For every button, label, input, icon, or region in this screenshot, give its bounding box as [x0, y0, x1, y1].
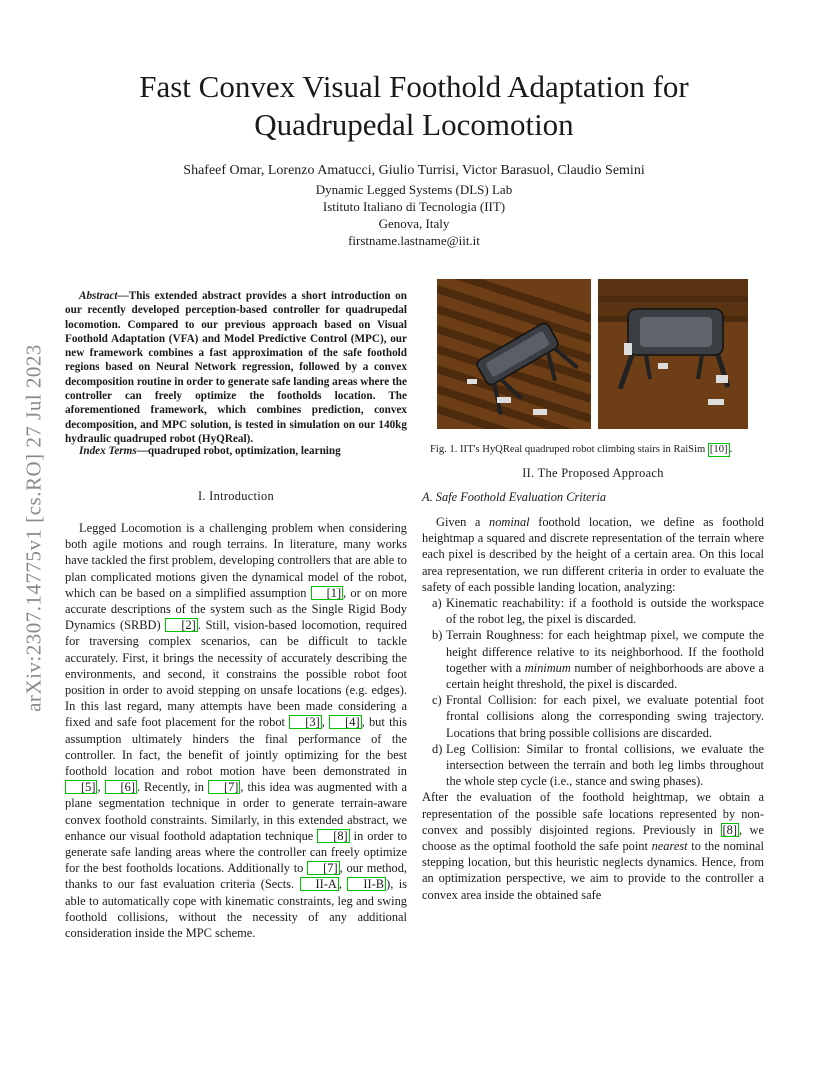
citation-link[interactable]: [4]: [329, 715, 361, 729]
figure-1-right-image: [598, 279, 748, 434]
affiliation-email: firstname.lastname@iit.it: [348, 233, 480, 248]
index-terms-text: —quadruped robot, optimization, learning: [136, 445, 341, 457]
section-link[interactable]: II-A: [300, 877, 339, 891]
subsection-heading-a: A. Safe Foothold Evaluation Criteria: [422, 490, 607, 504]
figure-1-caption: Fig. 1. IIT's HyQReal quadruped robot climbing stairs in RaiSim [10] .: [430, 444, 733, 455]
section-heading-proposed-approach: II. The Proposed Approach: [522, 466, 664, 480]
list-item: b) Terrain Roughness: for each heightmap pixel, we compute the height difference relative to its neighborhood. If the foothold together with a minimum number of neighborhoods are above a certain height threshold, the pixel is discarded.: [432, 628, 764, 692]
citation-link[interactable]: [8]: [317, 829, 349, 843]
section-heading-introduction: I. Introduction: [197, 489, 275, 503]
citation-link[interactable]: [3]: [289, 715, 321, 729]
affiliation-institute: Istituto Italiano di Tecnologia (IIT): [322, 199, 506, 214]
citation-link[interactable]: [6]: [105, 780, 137, 794]
citation-link[interactable]: [1]: [311, 586, 343, 600]
figure-1-left-image: [437, 279, 591, 434]
arxiv-sidebar: [14, 293, 54, 763]
approach-paragraph: Given a nominal foothold location, we define as foothold heightmap a squared and discrete representation of the terrain where each pixel is described by the height of a certain area. On this local area representation, we run different criteria in order to evaluate the safety of each possible landing location, analyzing: a) Kinematic reachability: if a foothold is outside the workspace of the robot leg, the pixel is discarded. b) Terrain Roughness: for each heightmap pixel, we compute the height difference relative to its neighborhood. If the foothold together with a minimum number of neighborhoods are above a certain height threshold, the pixel is discarded. c) Frontal Collision: for each pixel, we evaluate potential foot frontal collisions along the corresponding swing trajectory. Locations that bring possible collisions are discarded. d) Leg Collision: Similar to frontal collisions, we evaluate the intersection between the terrain and both leg limbs throughout the whole step cycle (i.e., stance and swing phases). After the evaluation of the foothold heightmap, we obtain a representation of the possible safe locations represented by non-convex and possibly disjointed regions. Previously in [8] , we choose as the optimal foothold the safe point nearest to the nominal stepping location, but this heuristic neglects dynamics. Hence, from an optimization perspective, we aim to provide to the controller a convex area inside the obtained safe: [422, 515, 765, 902]
list-item: c) Frontal Collision: for each pixel, we evaluate potential foot frontal collisions along the corresponding swing trajectory. Locations that bring possible collisions are discarded.: [432, 693, 764, 740]
list-item: d) Leg Collision: Similar to frontal collisions, we evaluate the intersection between the terrain and both leg limbs throughout the whole step cycle (i.e., stance and swing phases).: [432, 741, 764, 789]
citation-link[interactable]: [7]: [307, 861, 339, 875]
citation-link[interactable]: [8]: [722, 822, 737, 837]
title-line-2: Quadrupedal Locomotion: [254, 107, 574, 142]
affiliation-lab: Dynamic Legged Systems (DLS) Lab: [315, 182, 513, 197]
abstract-text: —This extended abstract provides a short introduction on our recently developed perception-based controller for quadrupedal locomotion. Compared to our previous approach based on Visual Foothold Adaptation (VFA) and Model Predictive Control (MPC), our new framework combines a fast approximation of the safe foothold regions based on Neural Network regression, followed by a convex decomposition routine in order to generate safe landing areas where the controller can freely optimize the footholds location. The aforementioned framework, which combines prediction, convex decomposition, and MPC solution, is tested in simulation on our 140kg hydraulic quadruped robot (HyQReal).: [65, 290, 407, 445]
criteria-list: [422, 595, 764, 789]
introduction-paragraph: Legged Locomotion is a challenging problem when considering both agile motions and rough terrains. In literature, many works have tackled the first problem, developing controllers that are able to plan complicated motions given the dynamical model of the robot, which can be based on a simplified assumption [1] , or on more accurate descriptions of the system such as the Single Rigid Body Dynamics (SRBD) [2] . Still, vision-based locomotion, required for traversing complex scenarios, can be difficult to tackle accurately. First, it brings the necessity of accurately describing the environments, and second, it constrains the possible robot foot position in order to avoid stepping on unsafe locations (e.g. edges). In this last regard, many attempts have been made considering a fixed and safe foot placement for the robot [3] , [4] , but this assumption ultimately hinders the final performance of the controller. In fact, the benefit of jointly optimizing for the best foothold location and robot motion have been demonstrated in [5] , [6] . Recently, in [7] , this idea was augmented with a plane segmentation technique in order to generate terrain-aware convex foothold constraints. Similarly, in this extended abstract, we enhance our visual foothold adaptation technique [8] in order to generate safe landing areas where the controller can freely optimize for the best footholds locations. Additionally to [7] , our method, thanks to our fast evaluation criteria (Sects. II-A , II-B ), is able to automatically cope with kinematic constraints, leg and swing foothold collisions, without the necessity of any additional consideration inside the MPC scheme.: [65, 521, 408, 941]
list-item: a) Kinematic reachability: if a foothold is outside the workspace of the robot leg, the pixel is discarded.: [432, 596, 764, 627]
citation-link[interactable]: [7]: [208, 780, 240, 794]
index-terms: [65, 444, 407, 458]
index-terms-label: Index Terms: [79, 445, 137, 457]
affiliation-location: Genova, Italy: [378, 216, 450, 231]
citation-link[interactable]: [10]: [709, 444, 728, 455]
citation-link[interactable]: [2]: [165, 618, 197, 632]
citation-link[interactable]: [5]: [65, 780, 97, 794]
abstract-label: Abstract: [79, 290, 118, 302]
arxiv-identifier: arXiv:2307.14775v1 [cs.RO] 27 Jul 2023: [21, 344, 46, 712]
abstract: [65, 289, 407, 446]
title-line-1: Fast Convex Visual Foothold Adaptation for: [139, 69, 689, 104]
section-link[interactable]: II-B: [347, 877, 386, 891]
paper-title: [60, 68, 768, 144]
author-list: Shafeef Omar, Lorenzo Amatucci, Giulio Turrisi, Victor Barasuol, Claudio Semini: [183, 163, 645, 178]
